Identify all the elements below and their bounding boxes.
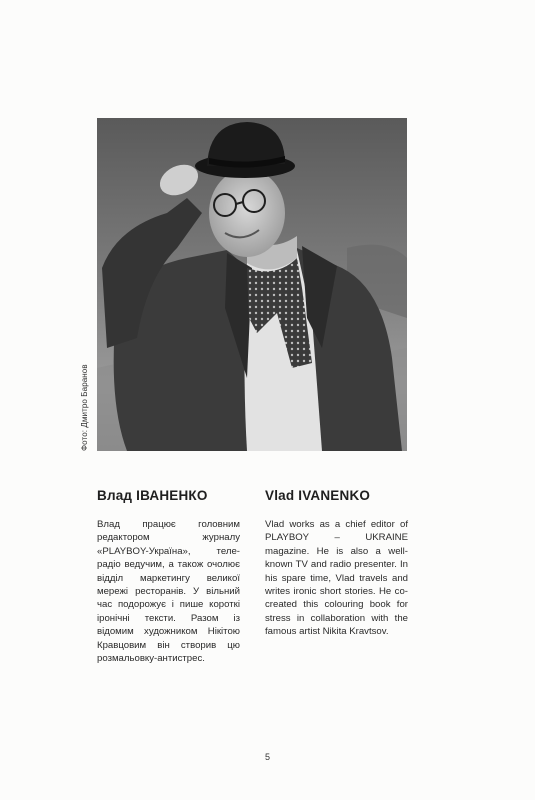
page-number: 5: [264, 752, 270, 762]
author-portrait-image: [97, 118, 407, 451]
author-name-ukrainian: Влад ІВАНЕНКО: [97, 488, 208, 503]
photo-credit: Фото: Дмитро Баранов: [80, 364, 89, 451]
author-photo: [97, 118, 407, 451]
author-bio-ukrainian: Влад працює головним редактором журналу «PLAYBOY-Україна», теле-радіо ведучим, а також очолює відділ маркетингу великої мережі ресторанів. У вільний час подорожує і пише короткі іронічні тексти. Разом із відомим художником Нікітою Кравцовим він створив цю розмальовку-антистрес.: [97, 519, 240, 665]
author-bio-english: Vlad works as a chief editor of PLAYBOY – UKRAINE magazine. He is also a well-known TV and radio presenter. In his spare time, Vlad travels and writes ironic short stories. He co-created this colouring book for stress in collaboration with the famous artist Nikita Kravtsov.: [265, 519, 408, 638]
author-name-english: Vlad IVANENKO: [265, 488, 371, 503]
